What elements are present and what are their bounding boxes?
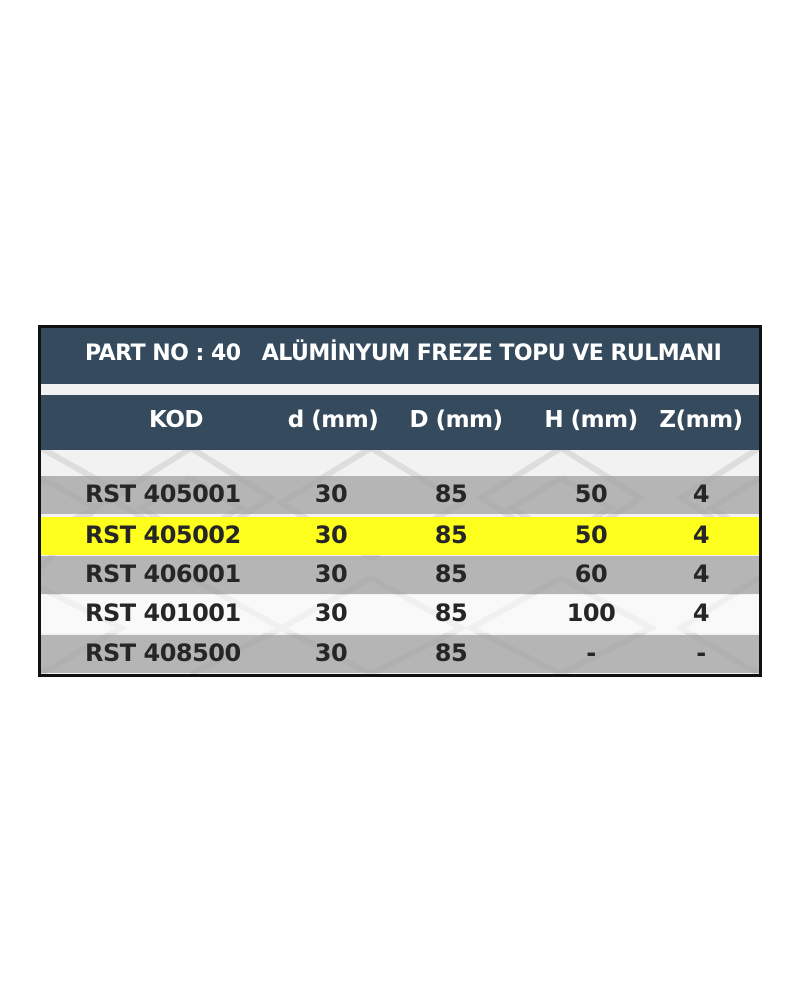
table-row	[41, 635, 759, 673]
column-header-kod: KOD	[149, 407, 203, 433]
cell-kod: RST 406001	[85, 560, 241, 588]
cell-kod: RST 405001	[85, 480, 241, 508]
cell-D: 85	[434, 599, 468, 627]
cell-H: 50	[574, 480, 608, 508]
table-row	[41, 476, 759, 514]
table-row	[41, 556, 759, 594]
part-number: PART NO : 40	[85, 341, 241, 366]
cell-H: 100	[566, 599, 616, 627]
product-table	[38, 325, 762, 677]
table-row-highlighted	[41, 517, 759, 555]
column-header-Z: Z(mm)	[659, 407, 743, 433]
cell-kod: RST 401001	[85, 599, 241, 627]
cell-D: 85	[434, 480, 468, 508]
title-bar	[41, 328, 759, 384]
cell-kod: RST 405002	[85, 521, 241, 549]
cell-D: 85	[434, 560, 468, 588]
cell-D: 85	[434, 639, 468, 667]
cell-H: -	[586, 639, 596, 667]
cell-H: 50	[574, 521, 608, 549]
cell-Z: 4	[692, 560, 710, 588]
column-header-d: d (mm)	[287, 407, 379, 433]
cell-d: 30	[314, 639, 348, 667]
table-title	[85, 341, 721, 366]
cell-Z: -	[696, 639, 706, 667]
column-header-row	[41, 395, 759, 450]
cell-H: 60	[574, 560, 608, 588]
product-name: ALÜMİNYUM FREZE TOPU VE RULMANI	[261, 341, 722, 366]
cell-kod: RST 408500	[85, 639, 241, 667]
cell-d: 30	[314, 560, 348, 588]
cell-d: 30	[314, 599, 348, 627]
cell-d: 30	[314, 480, 348, 508]
cell-d: 30	[314, 521, 348, 549]
cell-D: 85	[434, 521, 468, 549]
cell-Z: 4	[692, 599, 710, 627]
cell-Z: 4	[692, 521, 710, 549]
column-header-H: H (mm)	[544, 407, 638, 433]
cell-Z: 4	[692, 480, 710, 508]
table-row	[41, 595, 759, 633]
column-header-D: D (mm)	[409, 407, 503, 433]
